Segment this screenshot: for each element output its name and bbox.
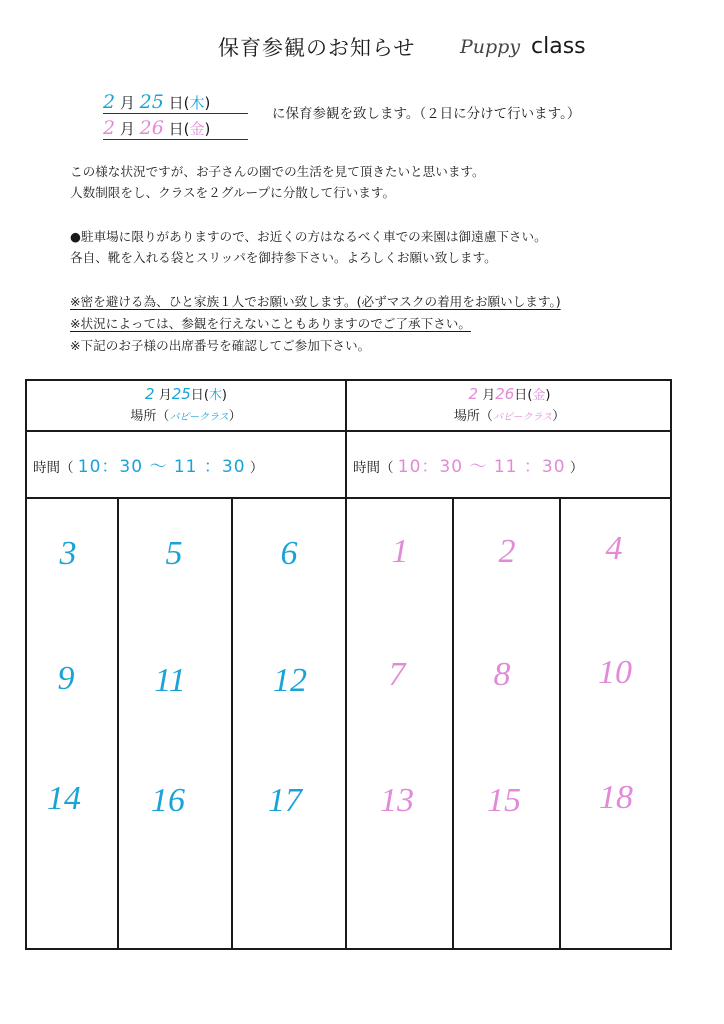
right-dow-close: ) [545, 388, 551, 403]
date-1-underline [103, 113, 248, 114]
left-month: 2 [145, 385, 155, 403]
date-line-2 [103, 117, 210, 139]
date-2-dow-close: ) [204, 120, 211, 138]
right-day: 26 [495, 385, 515, 403]
attendance-number: 9 [57, 660, 75, 697]
date-2-dow-open: ( [183, 120, 190, 138]
right-place-value: パピークラス [492, 412, 553, 423]
right-dow-open: ( [527, 388, 533, 403]
attendance-number: 14 [47, 780, 81, 817]
right-dow: 金 [532, 388, 546, 403]
table-col-divider [231, 497, 233, 950]
table-col-divider [117, 497, 119, 950]
attendance-number: 16 [151, 782, 185, 819]
attendance-number: 18 [599, 779, 633, 816]
table-time-divider [25, 497, 672, 499]
table-center-divider [345, 379, 347, 950]
slippers-notice: 各自、靴を入れる袋とスリッパを御持参下さい。よろしくお願い致します。 [70, 250, 497, 265]
attendance-number: 4 [605, 530, 623, 567]
attendance-number: 6 [280, 535, 298, 572]
right-day-unit: 日 [514, 388, 528, 403]
left-time-label: 時間（ [33, 460, 74, 476]
right-place-label: 場所（ [453, 409, 493, 424]
page-title: 保育参観のお知らせ [218, 36, 416, 60]
left-dow: 木 [208, 388, 222, 403]
class-label: class [531, 34, 586, 59]
attendance-number: 13 [380, 782, 414, 819]
left-dow-close: ) [221, 388, 227, 403]
left-time-close: ） [249, 460, 264, 476]
left-header-place [27, 405, 345, 424]
note-may-cancel: ※状況によっては、参観を行えないこともありますのでご了承下さい。 [70, 316, 471, 331]
body-paragraph-2: 人数制限をし、クラスを２グループに分散して行います。 [70, 185, 396, 200]
note-one-per-family: ※密を避ける為、ひと家族１人でお願い致します。(必ずマスクの着用をお願いします。) [70, 294, 561, 309]
table-header-divider [25, 430, 672, 432]
left-dow-open: ( [203, 388, 209, 403]
attendance-number: 17 [268, 782, 302, 819]
date-1-day-unit: 日 [168, 94, 184, 112]
left-day: 25 [171, 385, 191, 403]
right-time-close: ） [569, 460, 584, 476]
date-line-1 [103, 91, 210, 113]
table-col-divider [452, 497, 454, 950]
date-1-day: 25 [139, 91, 164, 113]
right-month-unit: 月 [482, 388, 496, 403]
left-time-value: 10：30 ～ 11 ：30 [77, 457, 246, 477]
note-check-number: ※下記のお子様の出席番号を確認してご参加下さい。 [70, 338, 371, 353]
table-col-divider [559, 497, 561, 950]
date-2-day: 26 [139, 117, 164, 139]
attendance-number: 15 [487, 782, 521, 819]
date-suffix-text: に保育参観を致します。（２日に分けて行います。） [272, 106, 581, 122]
left-month-unit: 月 [158, 388, 172, 403]
left-place-close: ） [228, 409, 242, 424]
right-time-label: 時間（ [353, 460, 394, 476]
date-2-dow: 金 [189, 120, 205, 138]
parking-notice: ●駐車場に限りがありますので、お近くの方はなるべく車での来園は御遠慮下さい。 [70, 229, 547, 244]
attendance-number: 11 [154, 662, 186, 699]
right-header-date [347, 384, 672, 403]
left-day-unit: 日 [190, 388, 204, 403]
date-1-dow-close: ) [204, 94, 211, 112]
right-time-value: 10：30 ～ 11 ：30 [397, 457, 566, 477]
body-paragraph-1: この様な状況ですが、お子さんの園での生活を見て頂きたいと思います。 [70, 164, 485, 179]
date-1-month-unit: 月 [119, 94, 135, 112]
left-place-label: 場所（ [130, 409, 170, 424]
attendance-number: 1 [391, 533, 409, 570]
date-2-month: 2 [103, 117, 116, 139]
right-month: 2 [468, 385, 479, 403]
right-header-place [347, 405, 672, 424]
date-2-month-unit: 月 [119, 120, 135, 138]
attendance-number: 8 [493, 656, 511, 693]
left-place-value: パピークラス [169, 412, 229, 423]
date-1-dow: 木 [189, 94, 205, 112]
right-time-row [353, 452, 583, 477]
class-name-handwritten: Puppy [460, 36, 521, 58]
attendance-number: 12 [273, 662, 307, 699]
date-2-underline [103, 139, 248, 140]
attendance-number: 7 [388, 656, 406, 693]
attendance-number: 2 [498, 533, 516, 570]
date-1-dow-open: ( [183, 94, 190, 112]
left-header-date [27, 384, 345, 403]
right-place-close: ） [552, 409, 566, 424]
date-1-month: 2 [103, 91, 116, 113]
attendance-number: 10 [598, 654, 632, 691]
left-time-row [33, 452, 263, 477]
attendance-number: 5 [165, 535, 183, 572]
date-2-day-unit: 日 [168, 120, 184, 138]
attendance-number: 3 [59, 535, 77, 572]
